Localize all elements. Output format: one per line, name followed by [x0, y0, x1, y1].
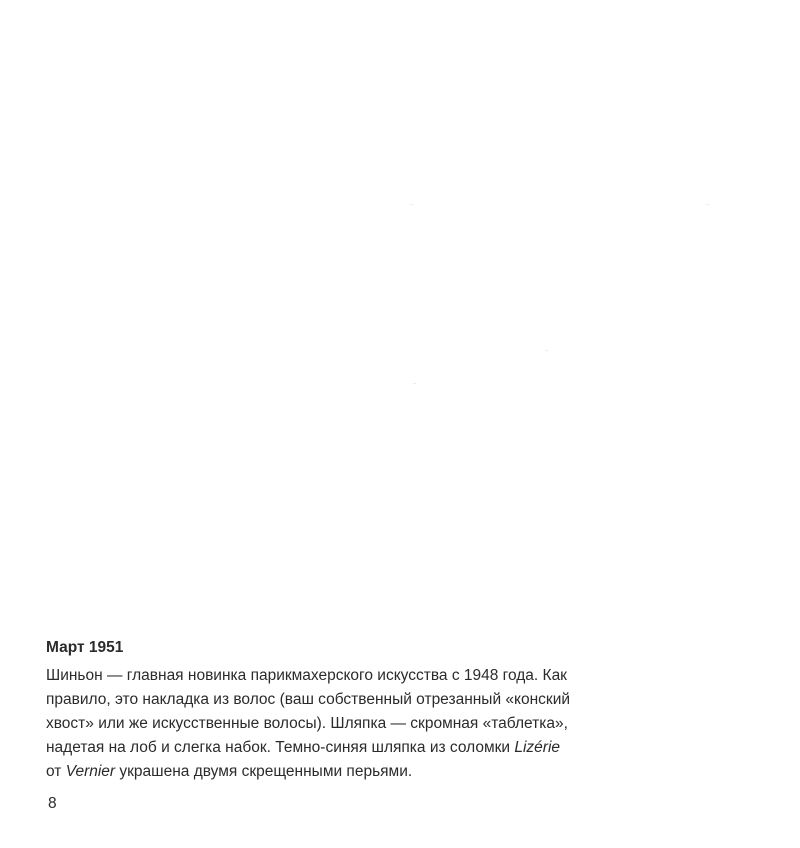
caption-italic-term: Vernier: [65, 763, 116, 780]
caption-text: Шиньон — главная новинка парикмахерского искусства с 1948 года. Как: [46, 667, 567, 684]
scan-speck: [410, 204, 413, 205]
caption-text: надетая на лоб и слегка набок. Темно-синяя шляпка из соломки: [46, 739, 515, 756]
caption-text: правило, это накладка из волос (ваш собственный отрезанный «конский: [46, 691, 571, 708]
caption-line: [46, 736, 606, 760]
caption-line: [46, 760, 606, 784]
caption-line: [46, 688, 606, 712]
scan-speck: [413, 383, 416, 384]
caption-text: хвост» или же искусственные волосы). Шляпка — скромная «таблетка»,: [46, 715, 568, 732]
caption-text: от: [46, 763, 66, 780]
caption-title: Март 1951: [46, 639, 124, 656]
caption-italic-term: Lizérie: [514, 739, 561, 756]
caption-body: [46, 664, 606, 784]
scan-speck: [545, 350, 548, 351]
caption-text: украшена двумя скрещенными перьями.: [115, 763, 413, 780]
figure-caption: [46, 636, 606, 784]
caption-line: [46, 712, 606, 736]
caption-line: [46, 664, 606, 688]
scan-speck: [706, 204, 709, 205]
page-number: 8: [48, 795, 57, 812]
